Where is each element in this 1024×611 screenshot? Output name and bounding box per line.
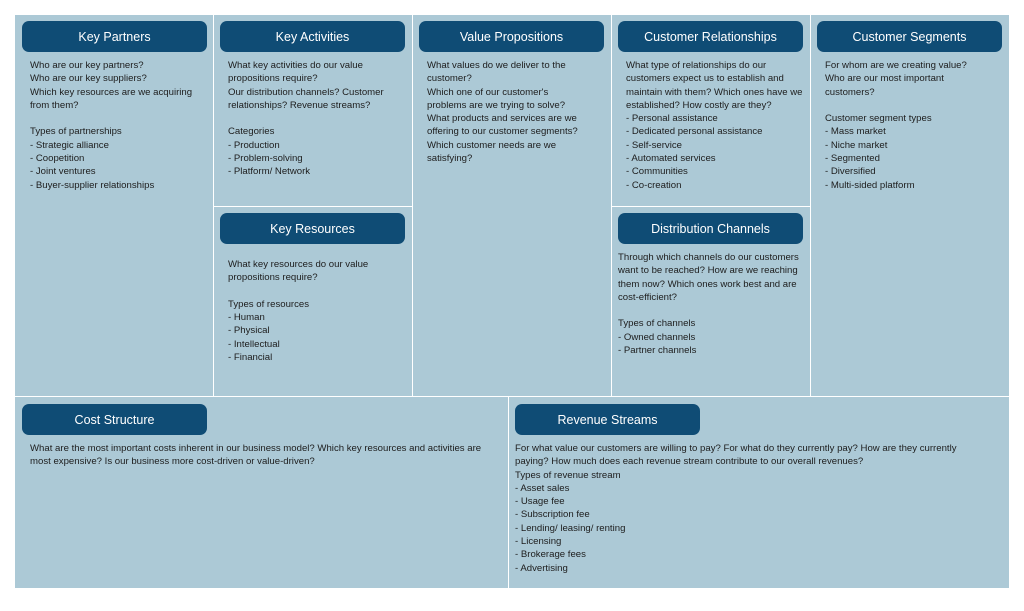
key-partners-title: Key Partners	[22, 21, 207, 52]
customer-segments-title: Customer Segments	[817, 21, 1002, 52]
revenue-streams-text: For what value our customers are willing to pay? For what do they currently pay? How are they currently paying? How much does each revenue stream contribute to our overall revenues? Types of revenue stream - Asset sales - Usage fee - Subscription fee - Lending/ leasing/ renting - Licensing - Brokerage fees - Advertising	[515, 443, 957, 574]
cost-structure-text: What are the most important costs inherent in our business model? Which key resources and activities are most expensive? Is our business more cost-driven or value-driven?	[30, 443, 482, 468]
customer-relationships-title: Customer Relationships	[618, 21, 803, 52]
revenue-streams-title: Revenue Streams	[515, 404, 700, 435]
key-resources-title: Key Resources	[220, 213, 405, 244]
customer-relationships-text: What type of relationships do our customers expect us to establish and maintain with them? Which ones have we established? How costly are they? - Personal assistance - Dedicated personal assistance - Self-service - Automated services - Communities - Co-creation	[626, 60, 803, 191]
distribution-channels-text: Through which channels do our customers want to be reached? How are we reaching them now? Which ones work best and are cost-efficient? Types of channels - Owned channels - Partner channels	[618, 252, 799, 357]
key-resources-text: What key resources do our value propositions require? Types of resources - Human - Physical - Intellectual - Financial	[228, 259, 369, 364]
cost-structure-title: Cost Structure	[22, 404, 207, 435]
key-activities-text: What key activities do our value propositions require? Our distribution channels? Customer relationships? Revenue streams? Categories - Production - Problem-solving - Platform/ Network	[228, 60, 384, 178]
key-partners-text: Who are our key partners? Who are our key suppliers? Which key resources are we acquiring from them? Types of partnerships - Strategic alliance - Coopetition - Joint ventures - Buyer-supplier relationships	[30, 60, 193, 191]
customer-segments-text: For whom are we creating value? Who are our most important customers? Customer segment types - Mass market - Niche market - Segmented - Diversified - Multi-sided platform	[825, 60, 967, 191]
value-propositions-text: What values do we deliver to the customer? Which one of our customer's problems are we trying to solve? What products and services are we offering to our customer segments? Which customer needs are we satisfying?	[427, 60, 578, 165]
value-propositions-title: Value Propositions	[419, 21, 604, 52]
distribution-channels-title: Distribution Channels	[618, 213, 803, 244]
key-activities-title: Key Activities	[220, 21, 405, 52]
